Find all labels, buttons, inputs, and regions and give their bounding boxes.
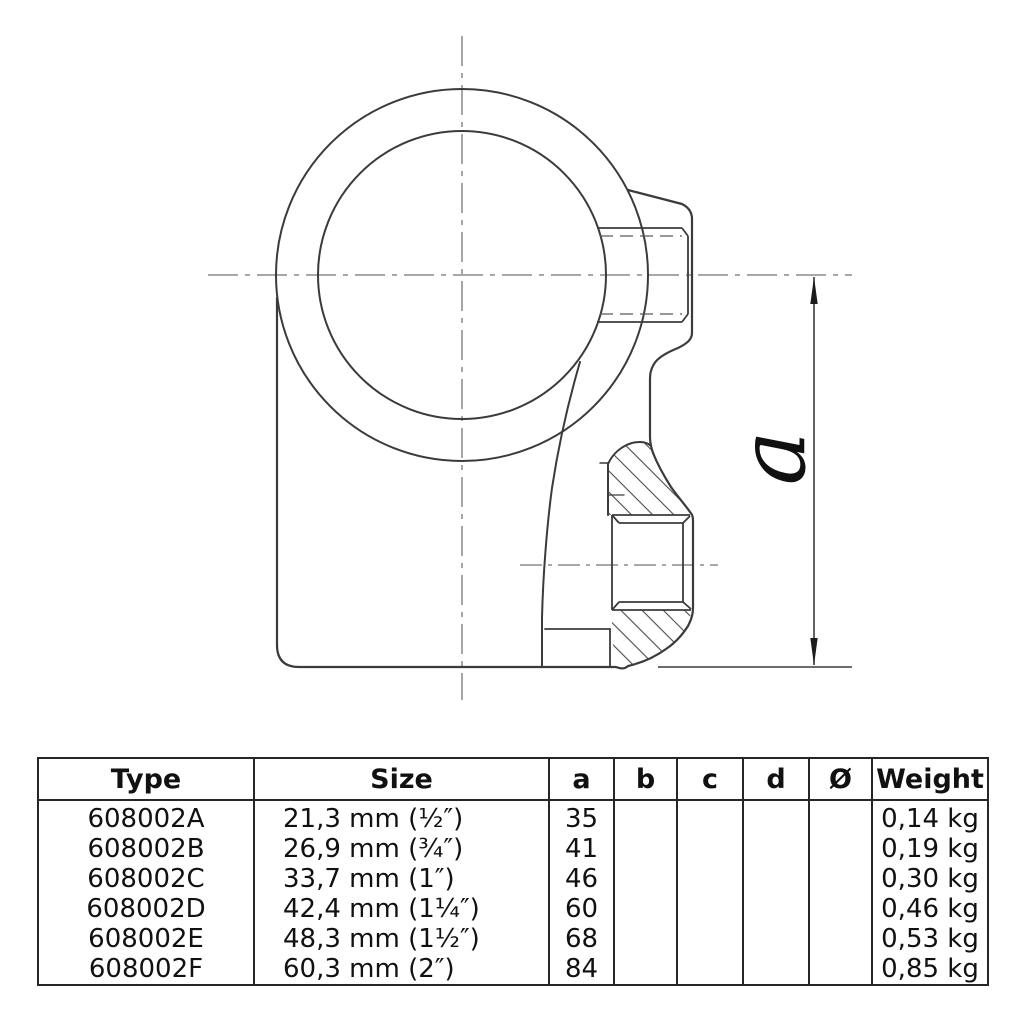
cell-type: 608002D — [38, 894, 254, 924]
cell-c — [677, 864, 743, 894]
cell-d — [743, 834, 809, 864]
cell-weight: 0,85 kg — [872, 954, 988, 985]
section-hatching — [608, 442, 691, 666]
cell-size: 42,4 mm (1¼″) — [254, 894, 549, 924]
cell-type: 608002E — [38, 924, 254, 954]
cell-a: 35 — [549, 800, 614, 834]
cell-a: 41 — [549, 834, 614, 864]
lower-socket-opening — [612, 515, 691, 610]
cell-weight: 0,19 kg — [872, 834, 988, 864]
body-outline — [277, 190, 693, 668]
column-header-type: Type — [38, 758, 254, 800]
cell-d — [743, 894, 809, 924]
cell-weight: 0,46 kg — [872, 894, 988, 924]
column-header-c: c — [677, 758, 743, 800]
cell-weight: 0,14 kg — [872, 800, 988, 834]
cell-a: 46 — [549, 864, 614, 894]
table-row — [38, 894, 988, 924]
cell-d — [743, 924, 809, 954]
dimension-label-a: a — [719, 430, 826, 486]
cell-diameter — [809, 924, 872, 954]
column-header-weight: Weight — [872, 758, 988, 800]
cell-c — [677, 924, 743, 954]
cell-size: 60,3 mm (2″) — [254, 954, 549, 985]
table-row — [38, 864, 988, 894]
centerlines — [208, 36, 852, 700]
cell-weight: 0,30 kg — [872, 864, 988, 894]
column-header-b: b — [614, 758, 677, 800]
cell-size: 21,3 mm (½″) — [254, 800, 549, 834]
cell-b — [614, 834, 677, 864]
cell-type: 608002B — [38, 834, 254, 864]
table-row — [38, 924, 988, 954]
cell-a: 84 — [549, 954, 614, 985]
arrow-down-icon — [810, 638, 817, 665]
cell-size: 33,7 mm (1″) — [254, 864, 549, 894]
cell-b — [614, 954, 677, 985]
cell-type: 608002C — [38, 864, 254, 894]
cell-b — [614, 864, 677, 894]
spec-table — [37, 757, 989, 986]
cell-c — [677, 800, 743, 834]
cell-diameter — [809, 834, 872, 864]
cell-d — [743, 800, 809, 834]
cell-diameter — [809, 894, 872, 924]
cell-weight: 0,53 kg — [872, 924, 988, 954]
table-row — [38, 834, 988, 864]
cell-a: 68 — [549, 924, 614, 954]
column-header-d: d — [743, 758, 809, 800]
cell-b — [614, 894, 677, 924]
cell-diameter — [809, 800, 872, 834]
cell-c — [677, 954, 743, 985]
column-header-a: a — [549, 758, 614, 800]
column-header-size: Size — [254, 758, 549, 800]
cell-b — [614, 924, 677, 954]
column-header-diameter: Ø — [809, 758, 872, 800]
cell-diameter — [809, 864, 872, 894]
cell-d — [743, 954, 809, 985]
cell-size: 26,9 mm (¾″) — [254, 834, 549, 864]
cell-type: 608002F — [38, 954, 254, 985]
cell-d — [743, 864, 809, 894]
cell-a: 60 — [549, 894, 614, 924]
dimension-a — [658, 277, 852, 667]
cell-diameter — [809, 954, 872, 985]
arrow-up-icon — [810, 277, 817, 304]
cell-type: 608002A — [38, 800, 254, 834]
table-header-row — [38, 758, 988, 800]
table-row — [38, 954, 988, 985]
cell-c — [677, 894, 743, 924]
cell-size: 48,3 mm (1½″) — [254, 924, 549, 954]
cell-b — [614, 800, 677, 834]
cell-c — [677, 834, 743, 864]
table-row — [38, 800, 988, 834]
